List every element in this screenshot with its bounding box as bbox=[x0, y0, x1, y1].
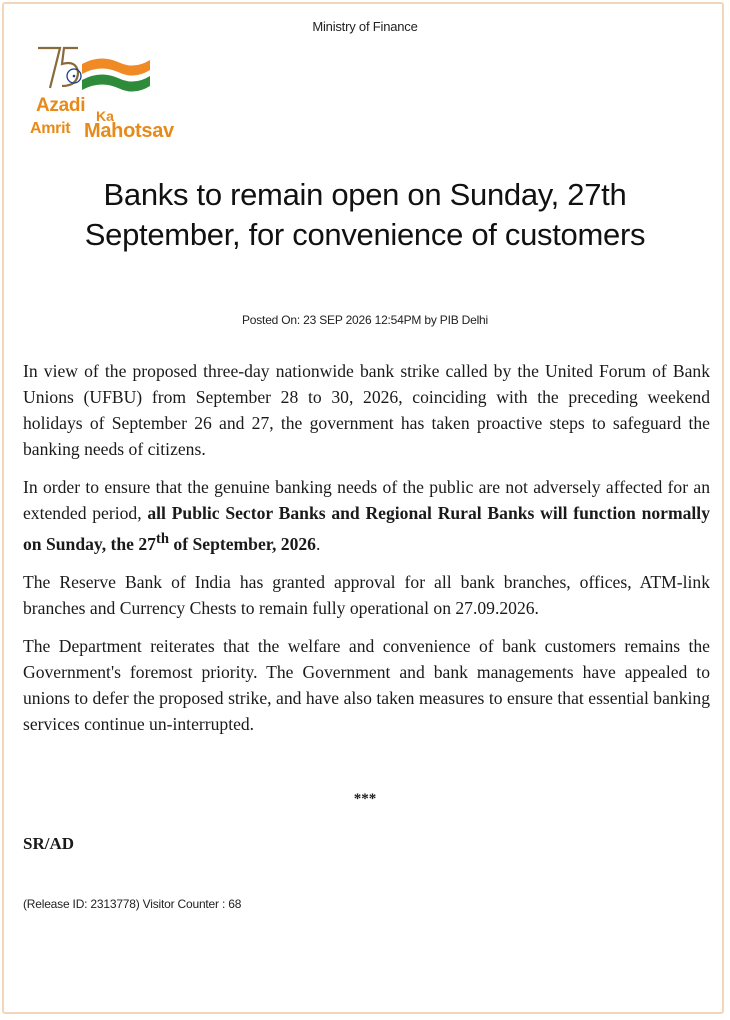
paragraph-2-end: . bbox=[315, 533, 321, 554]
paragraph-4: The Department reiterates that the welfare and convenience of bank customers remains the Government's foremost priority. The Government and bank managements have appealed to unions to defer the proposed strike, and have also taken measures to ensure that essential banking services continue un-interrupted. bbox=[23, 635, 710, 734]
logo-text-ka: Ka bbox=[96, 108, 114, 124]
paragraph-2-start: In order to ensure that the genuine banking needs of the public are not adversely affected for an extended period, bbox=[23, 477, 710, 523]
paragraph-3: The Reserve Bank of India has granted approval for all bank branches, offices, ATM-link branches and Currency Chests to remain fully operational on 27.09.2026. bbox=[23, 571, 710, 618]
logo-text-azadi: Azadi bbox=[36, 95, 86, 116]
logo-text-amrit: Amrit bbox=[30, 120, 71, 137]
ministry-header: Ministry of Finance bbox=[312, 19, 418, 34]
logo-text-mahotsav: Mahotsav bbox=[84, 120, 174, 142]
release-body bbox=[23, 358, 710, 737]
page-title: Banks to remain open on Sunday, 27th September, for convenience of customers bbox=[84, 177, 646, 252]
paragraph-2-sup: th bbox=[155, 531, 170, 547]
release-info: (Release ID: 2313778) Visitor Counter : 68 bbox=[23, 897, 242, 911]
posted-on: Posted On: 23 SEP 2026 12:54PM by PIB Delhi bbox=[241, 313, 488, 327]
paragraph-2-bold-end: of September, 2026 bbox=[169, 533, 316, 554]
paragraph-2 bbox=[23, 474, 710, 557]
azadi-ka-amrit-mahotsav-logo bbox=[30, 40, 190, 150]
paragraph-2-bold: all Public Sector Banks and Regional Rural Banks will function normally on Sunday, the 27 bbox=[23, 503, 710, 554]
paragraph-1: In view of the proposed three-day nationwide bank strike called by the United Forum of Bank Unions (UFBU) from September 28 to 30, 2026, coinciding with the preceding weekend holidays of September 26 and 27, the government has taken proactive steps to safeguard the banking needs of citizens. bbox=[23, 361, 710, 459]
signature: SR/AD bbox=[23, 834, 75, 853]
separator: *** bbox=[353, 791, 377, 807]
